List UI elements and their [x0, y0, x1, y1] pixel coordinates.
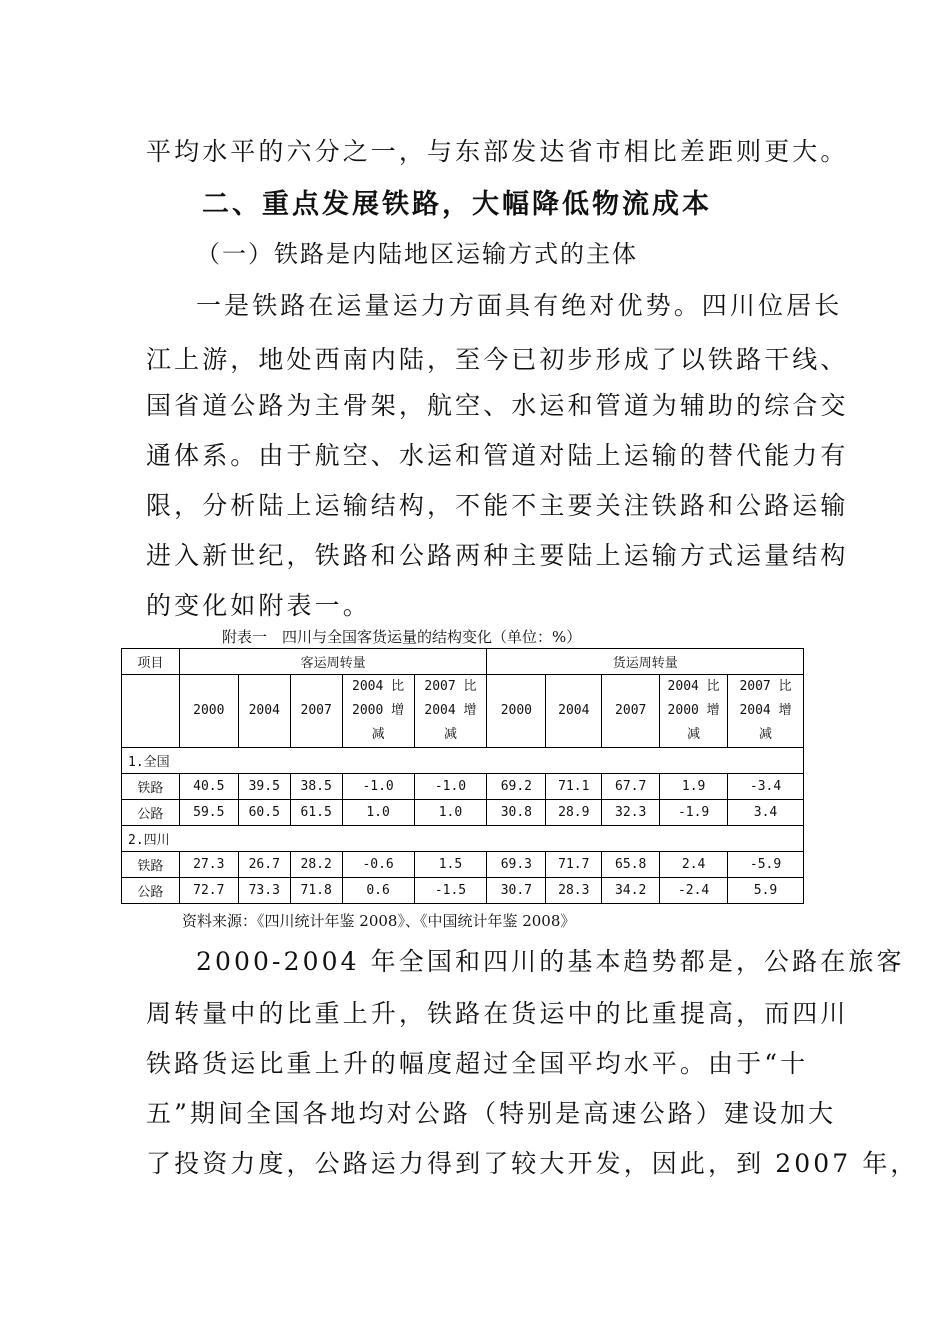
- cell: 71.7: [546, 852, 602, 878]
- row-name: 公路: [122, 800, 180, 826]
- header-year: 2004: [238, 675, 290, 748]
- cell: 1.5: [414, 852, 487, 878]
- table-caption: 附表一 四川与全国客货运量的结构变化（单位：%）: [222, 628, 582, 646]
- cell: 26.7: [238, 852, 290, 878]
- header-change: 2007 比 2004 增 减: [728, 675, 804, 748]
- paragraph-line: 五”期间全国各地均对公路（特别是高速公路）建设加大: [146, 1099, 837, 1128]
- cell: 38.5: [290, 774, 342, 800]
- cell: 0.6: [342, 878, 414, 904]
- cell: 28.3: [546, 878, 602, 904]
- cell: -5.9: [728, 852, 804, 878]
- cell: 59.5: [179, 800, 238, 826]
- paragraph-line: 2000-2004 年全国和四川的基本趋势都是，公路在旅客: [196, 947, 905, 976]
- cell: 72.7: [179, 878, 238, 904]
- cell: 71.1: [546, 774, 602, 800]
- cell: -1.0: [342, 774, 414, 800]
- paragraph-line: 周转量中的比重上升，铁路在货运中的比重提高，而四川: [146, 999, 849, 1028]
- cell: 34.2: [602, 878, 660, 904]
- cell: 27.3: [179, 852, 238, 878]
- header-freight: 货运周转量: [487, 649, 804, 675]
- cell: 60.5: [238, 800, 290, 826]
- cell: 40.5: [179, 774, 238, 800]
- header-passenger: 客运周转量: [179, 649, 487, 675]
- cell: 1.0: [342, 800, 414, 826]
- section-label: 2.四川: [122, 826, 804, 852]
- cell: 1.9: [660, 774, 728, 800]
- cell: 32.3: [602, 800, 660, 826]
- cell: 30.8: [487, 800, 546, 826]
- cell: 69.2: [487, 774, 546, 800]
- section-label: 1.全国: [122, 748, 804, 774]
- cell: 30.7: [487, 878, 546, 904]
- structure-table: [121, 648, 804, 904]
- table-source: 资料来源：《四川统计年鉴 2008》、《中国统计年鉴 2008》: [182, 912, 576, 930]
- cell: -2.4: [660, 878, 728, 904]
- section-heading: 二、重点发展铁路，大幅降低物流成本: [202, 189, 712, 220]
- paragraph-line: 一是铁路在运量运力方面具有绝对优势。四川位居长: [196, 291, 843, 320]
- cell: 67.7: [602, 774, 660, 800]
- paragraph-line: 平均水平的六分之一，与东部发达省市相比差距则更大。: [146, 137, 849, 166]
- header-year: 2007: [602, 675, 660, 748]
- header-item: 项目: [122, 649, 180, 675]
- cell: -0.6: [342, 852, 414, 878]
- cell: 2.4: [660, 852, 728, 878]
- paragraph-line: 通体系。由于航空、水运和管道对陆上运输的替代能力有: [146, 441, 849, 470]
- cell: -1.5: [414, 878, 487, 904]
- cell: 61.5: [290, 800, 342, 826]
- table-row: [122, 852, 804, 878]
- cell: -1.9: [660, 800, 728, 826]
- cell: 73.3: [238, 878, 290, 904]
- cell: 5.9: [728, 878, 804, 904]
- cell: 28.2: [290, 852, 342, 878]
- cell: 69.3: [487, 852, 546, 878]
- paragraph-line: 江上游，地处西南内陆，至今已初步形成了以铁路干线、: [146, 345, 849, 374]
- paragraph-line: 铁路货运比重上升的幅度超过全国平均水平。由于“十: [146, 1049, 809, 1078]
- cell: -3.4: [728, 774, 804, 800]
- header-change: 2004 比 2000 增 减: [342, 675, 414, 748]
- table-row: [122, 800, 804, 826]
- header-year: 2004: [546, 675, 602, 748]
- paragraph-line: 国省道公路为主骨架，航空、水运和管道为辅助的综合交: [146, 391, 849, 420]
- header-blank: [122, 675, 180, 748]
- row-name: 铁路: [122, 852, 180, 878]
- header-year: 2000: [487, 675, 546, 748]
- cell: -1.0: [414, 774, 487, 800]
- cell: 28.9: [546, 800, 602, 826]
- paragraph-line: 进入新世纪，铁路和公路两种主要陆上运输方式运量结构: [146, 541, 849, 570]
- cell: 71.8: [290, 878, 342, 904]
- cell: 1.0: [414, 800, 487, 826]
- cell: 65.8: [602, 852, 660, 878]
- header-year: 2007: [290, 675, 342, 748]
- row-name: 铁路: [122, 774, 180, 800]
- paragraph-line: 限，分析陆上运输结构，不能不主要关注铁路和公路运输: [146, 491, 849, 520]
- table-row: [122, 774, 804, 800]
- table-row: [122, 878, 804, 904]
- header-change: 2004 比 2000 增 减: [660, 675, 728, 748]
- subsection-heading: （一）铁路是内陆地区运输方式的主体: [196, 240, 638, 268]
- cell: 39.5: [238, 774, 290, 800]
- paragraph-line: 了投资力度，公路运力得到了较大开发，因此，到 2007 年，: [146, 1149, 919, 1178]
- header-year: 2000: [179, 675, 238, 748]
- paragraph-line: 的变化如附表一。: [146, 591, 371, 620]
- header-change: 2007 比 2004 增 减: [414, 675, 487, 748]
- row-name: 公路: [122, 878, 180, 904]
- cell: 3.4: [728, 800, 804, 826]
